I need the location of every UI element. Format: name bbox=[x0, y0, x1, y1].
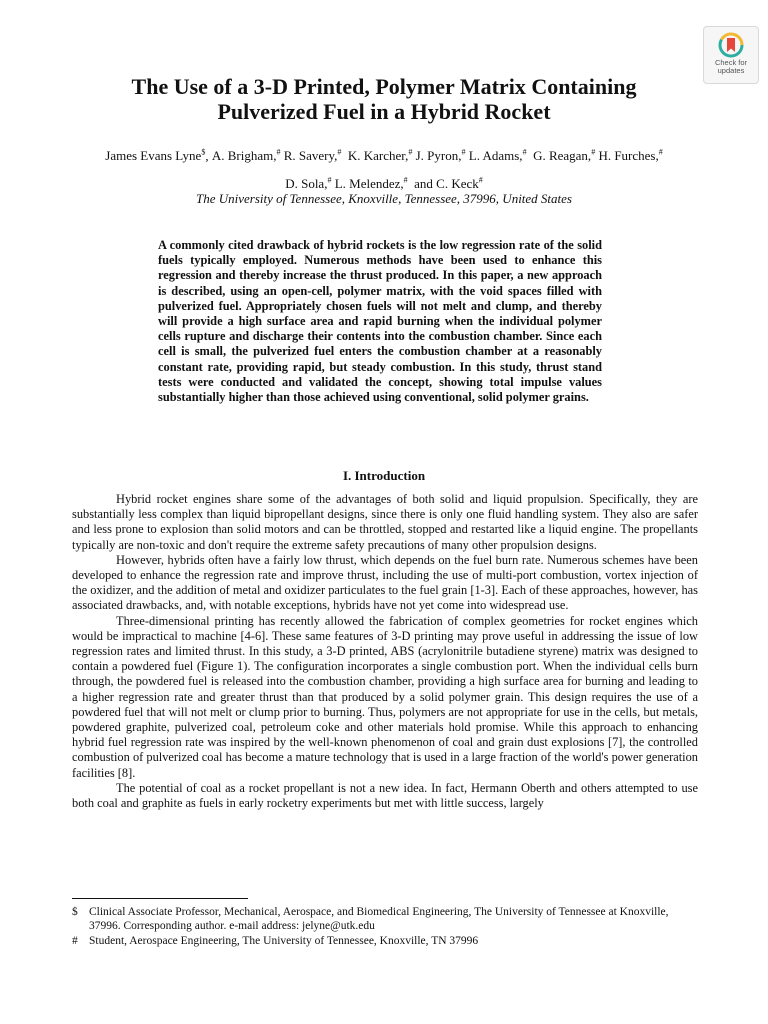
author-mark: # bbox=[591, 148, 596, 157]
author-mark: # bbox=[461, 148, 466, 157]
author-mark: # bbox=[403, 175, 408, 185]
footnote-text: Clinical Associate Professor, Mechanical, Aerospace, and Biomedical Engineering, The University of Tennessee at Knoxville, 37996. Corresponding author. e-mail address: jelyne@utk.edu bbox=[89, 906, 669, 933]
author bbox=[284, 148, 342, 163]
author-mark: # bbox=[478, 175, 483, 185]
footnote bbox=[72, 934, 698, 948]
author bbox=[469, 148, 527, 163]
author-name: James Evans Lyne bbox=[105, 148, 202, 164]
footnote bbox=[72, 905, 698, 934]
author-name: J. Pyron, bbox=[415, 148, 462, 164]
paragraph: The potential of coal as a rocket propellant is not a new idea. In fact, Hermann Oberth and others attempted to use both coal and graphite as fuels in early rocketry experiments but met with little success, largely bbox=[72, 780, 698, 811]
section-heading: I. Introduction bbox=[342, 468, 426, 483]
abstract: A commonly cited drawback of hybrid rockets is the low regression rate of the solid fuels typically employed. Numerous methods have been used to enhance this regression and thereby increase the thrust produced. In this paper, a new approach is described, using an open-cell, polymer matrix, with the void spaces filled with pulverized fuel. Appropriately chosen fuels will not melt and clump, and thereby will provide a high surface area and rapid burning when the individual polymer cells rupture and discharge their contents into the combustion chamber. Since each cell is small, the pulverized fuel enters the combustion chamber at a reasonably constant rate, providing rapid, but steady combustion. In this study, thrust stand tests were conducted and validated the concept, showing total impulse values substantially higher than those achieved using conventional, solid polymer grains. bbox=[158, 238, 602, 405]
paragraph: Three-dimensional printing has recently allowed the fabrication of complex geometries for rocket engines which would be impractical to machine [4-6]. These same features of 3-D printing may prove useful in addressing the issue of low regression rates and limited thrust. In this study, a 3-D printed, ABS (acrylonitrile butadiene styrene) matrix was designed to contain a powdered fuel (Figure 1). The configuration incorporates a single combustion port. When the individual cells burn through, the powdered fuel is released into the combustion chamber, providing a high surface area for burning and leading to a higher regression rate and greater thrust than that produced by a solid polymer grain. This design requires the use of a powdered fuel that will not melt or clump prior to burning. Thus, polymers are not appropriate for use in the cells, but metals, powdered graphite, pulverized coal, petroleum coke and other materials hold promise. While this approach to enhancing hybrid fuel regression rate was inspired by the well-known phenomenon of coal and grain dust explosions [7], the controlled combustion of pulverized coal has become a mature technology that is used in a large fraction of the world's power generation facilities [8]. bbox=[72, 613, 698, 780]
author bbox=[533, 148, 595, 163]
author bbox=[335, 176, 408, 191]
footnote-text: Student, Aerospace Engineering, The University of Tennessee, Knoxville, TN 37996 bbox=[89, 934, 479, 947]
author bbox=[598, 148, 662, 163]
affiliation: The University of Tennessee, Knoxville, Tennessee, 37996, United States bbox=[196, 191, 572, 206]
paragraph: However, hybrids often have a fairly low thrust, which depends on the fuel burn rate. Numerous schemes have been developed to enhance the regression rate and improve thrust, including the use of multi-port combustion, vortex injection of the oxidizer, and the addition of metal and oxidizer particulates to the fuel grain [1-3]. Each of these approaches, however, has associated drawbacks, and, with notable exceptions, hybrids have not yet come into widespread use. bbox=[72, 552, 698, 613]
paper-title bbox=[90, 74, 678, 124]
title-line-1: The Use of a 3-D Printed, Polymer Matrix Containing bbox=[131, 74, 637, 99]
badge-label: Check for updates bbox=[714, 58, 748, 75]
author-mark: # bbox=[337, 148, 342, 157]
author-mark: # bbox=[276, 148, 281, 157]
author-name: and C. Keck bbox=[414, 175, 479, 191]
author-name: L. Melendez, bbox=[334, 175, 404, 191]
author-name: D. Sola, bbox=[285, 175, 328, 191]
author bbox=[416, 148, 466, 163]
check-for-updates-icon bbox=[718, 32, 744, 58]
author-mark: # bbox=[327, 175, 332, 185]
footnote-mark: $ bbox=[72, 906, 78, 918]
author-mark: # bbox=[658, 148, 663, 157]
author-line-1: James Evans Lyne$, A. Brigham,# R. Savery,# K. Karcher,# J. Pyron,# L. Adams,# G. Reagan,# H. Furches,# bbox=[105, 148, 663, 164]
author bbox=[212, 148, 281, 163]
author bbox=[348, 148, 412, 163]
author-name: G. Reagan, bbox=[533, 148, 592, 164]
author-name: H. Furches, bbox=[598, 148, 659, 164]
author bbox=[285, 176, 331, 191]
title-line-2: Pulverized Fuel in a Hybrid Rocket bbox=[217, 99, 551, 124]
author-name: L. Adams, bbox=[468, 148, 523, 164]
author-mark: # bbox=[408, 148, 413, 157]
paragraph: Hybrid rocket engines share some of the advantages of both solid and liquid propulsion. Specifically, they are substantially less complex than liquid bipropellant designs, since there is only one fluid handling system. They also are safer and less prone to explosion than solid motors and can be throttled, stopped and restarted like a liquid engine. The propellants typically are non-toxic and don't require the extreme safety precautions of many other propulsion designs. bbox=[72, 492, 698, 552]
author-name: R. Savery, bbox=[283, 148, 338, 164]
author-name: K. Karcher, bbox=[347, 148, 409, 164]
author-mark: # bbox=[522, 148, 527, 157]
check-for-updates-badge[interactable] bbox=[703, 26, 759, 84]
author-mark: $ bbox=[201, 148, 206, 157]
author-name: A. Brigham, bbox=[211, 148, 277, 164]
footnotes bbox=[72, 905, 698, 948]
author bbox=[414, 176, 483, 191]
author-list bbox=[70, 141, 698, 196]
author bbox=[105, 148, 205, 163]
footnote-mark: # bbox=[72, 934, 78, 947]
footnote-divider bbox=[72, 898, 248, 899]
introduction-body bbox=[72, 492, 698, 811]
